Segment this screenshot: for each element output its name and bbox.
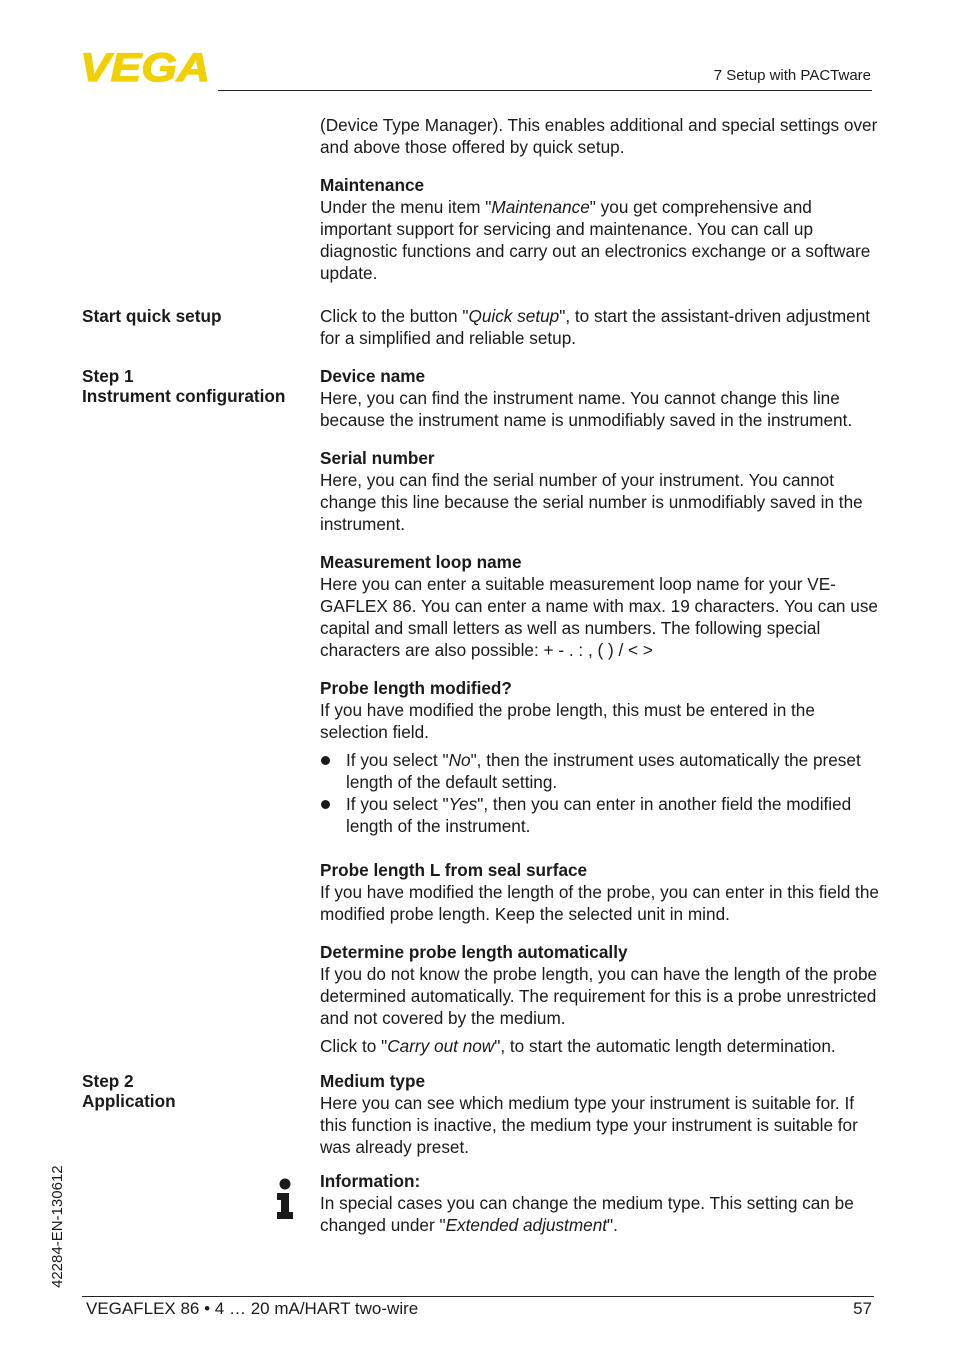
information-heading: Information: [320, 1171, 421, 1191]
intro-block [320, 114, 880, 284]
vega-logo-text: VEGA [80, 50, 210, 84]
step1-block [320, 365, 880, 1057]
information-icon [274, 1178, 296, 1220]
probe-length-heading: Probe length L from seal surface [320, 860, 588, 880]
page-number: 57 [853, 1299, 872, 1318]
carry-out-text: Click to "Carry out now", to start the automatic length determination. [320, 1036, 836, 1056]
side-step2-subtitle: Application [82, 1091, 176, 1111]
quick-setup-text: Click to the button "Quick setup", to start the assistant-driven adjustment for a simplified and reliable setup. [320, 306, 871, 348]
side-step1-subtitle: Instrument configuration [82, 386, 286, 406]
header-section-title: 7 Setup with PACTware [713, 67, 871, 84]
probe-options-list [320, 749, 880, 837]
loop-name-heading: Measurement loop name [320, 552, 522, 572]
list-item: If you select "No", then the instrument uses automatically the preset length of the default setting. [320, 749, 880, 793]
footer-product: VEGAFLEX 86 • 4 … 20 mA/HART two-wire [86, 1299, 419, 1318]
probe-modified-heading: Probe length modified? [320, 678, 512, 698]
medium-type-heading: Medium type [320, 1071, 426, 1091]
probe-modified-text: If you have modified the probe length, this must be entered in the selection field. [320, 700, 815, 742]
side-step1 [82, 366, 285, 406]
determine-length-text: If you do not know the probe length, you can have the length of the probe determined automatically. The requirement for this is a probe unrestricted and not covered by the medium. [320, 964, 878, 1028]
step2-block [320, 1070, 880, 1158]
determine-length-heading: Determine probe length automatically [320, 942, 628, 962]
side-start-quick-setup: Start quick setup [82, 306, 222, 326]
quick-setup-block [320, 305, 880, 349]
serial-number-heading: Serial number [320, 448, 435, 468]
device-name-heading: Device name [320, 366, 426, 386]
loop-name-text: Here you can enter a suitable measurement loop name for your VEGAFLEX 86. You can enter a name with max. 19 characters. You can use capital and small letters as well as numbers. The following special characters are also possible: + - . : , ( ) / < > [320, 574, 878, 660]
maintenance-text: Under the menu item "Maintenance" you get comprehensive and important support for servicing and maintenance. You can call up diagnostic functions and carry out an electronics exchange or a software update. [320, 197, 871, 283]
side-step1-title: Step 1 [82, 366, 134, 386]
document-number: 42284-EN-130612 [49, 1165, 66, 1288]
list-item: If you select "Yes", then you can enter in another field the modified length of the instrument. [320, 793, 880, 837]
serial-number-text: Here, you can find the serial number of your instrument. You cannot change this line because the serial number is unmodifiably saved in the instrument. [320, 470, 863, 534]
bullet-icon [321, 756, 330, 765]
side-step2 [82, 1071, 176, 1111]
probe-length-text: If you have modified the length of the probe, you can enter in this field the modified probe length. Keep the selected unit in mind. [320, 882, 879, 924]
information-block [320, 1170, 880, 1236]
header-divider [218, 90, 872, 91]
information-text: In special cases you can change the medium type. This setting can be changed under "Extended adjustment". [320, 1193, 854, 1235]
maintenance-heading: Maintenance [320, 175, 425, 195]
vega-logo [80, 50, 212, 84]
side-step2-title: Step 2 [82, 1071, 134, 1091]
bullet-icon [321, 800, 330, 809]
footer-divider [82, 1296, 874, 1297]
intro-text: (Device Type Manager). This enables additional and special settings over and above those offered by quick setup. [320, 115, 878, 157]
medium-type-text: Here you can see which medium type your instrument is suitable for. If this function is inactive, the medium type your instrument is suitable for was already preset. [320, 1093, 858, 1157]
device-name-text: Here, you can find the instrument name. You cannot change this line because the instrument name is unmodifiably saved in the instrument. [320, 388, 853, 430]
